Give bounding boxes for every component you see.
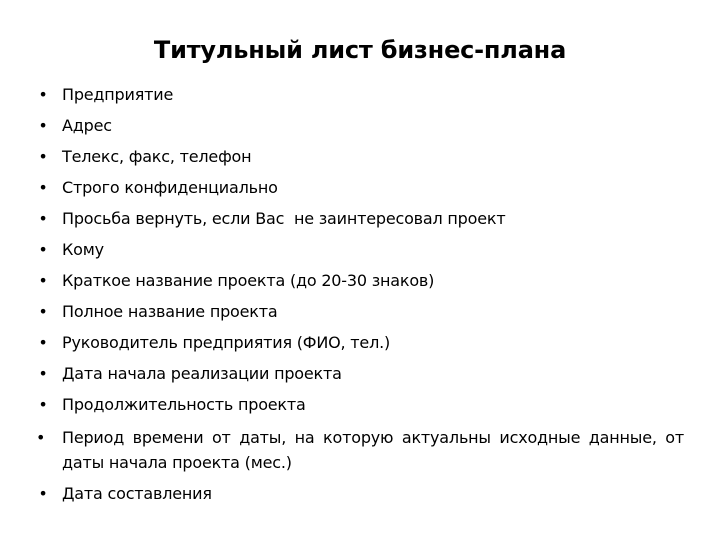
bullet-icon: •: [38, 85, 48, 104]
bullet-icon: •: [38, 302, 48, 321]
bullet-icon: •: [38, 116, 48, 135]
list-item-text: Строго конфиденциально: [62, 178, 278, 197]
bullet-icon: •: [38, 395, 48, 414]
list-item-text: Предприятие: [62, 85, 174, 104]
list-item-text: Просьба вернуть, если Вас не заинтересовал проект: [62, 209, 506, 228]
list-item: [36, 301, 684, 323]
bullet-icon: •: [38, 364, 48, 383]
list-item: [36, 483, 684, 505]
bullet-list: [36, 84, 684, 514]
list-item: [36, 270, 684, 292]
list-item-text: Период времени от даты, на которую актуальны исходные данные, от даты начала проекта (мес.): [62, 428, 684, 472]
list-item: [36, 363, 684, 385]
list-item-text: Дата составления: [62, 484, 212, 503]
list-item-text: Полное название проекта: [62, 302, 278, 321]
list-item: [36, 84, 684, 106]
bullet-icon: •: [38, 333, 48, 352]
list-item-text: Продолжительность проекта: [62, 395, 306, 414]
list-item: [36, 146, 684, 168]
list-item-text: Руководитель предприятия (ФИО, тел.): [62, 333, 391, 352]
bullet-icon: •: [36, 428, 46, 447]
list-item: [36, 115, 684, 137]
bullet-icon: •: [38, 209, 48, 228]
bullet-icon: •: [38, 240, 48, 259]
bullet-icon: •: [38, 147, 48, 166]
list-item-text: Дата начала реализации проекта: [62, 364, 342, 383]
list-item: [36, 394, 684, 416]
list-item: [36, 425, 684, 475]
list-item-text: Кому: [62, 240, 104, 259]
bullet-icon: •: [38, 484, 48, 503]
list-item-text: Адрес: [62, 116, 112, 135]
list-item: [36, 332, 684, 354]
list-item: [36, 208, 684, 230]
list-item-text: Телекс, факс, телефон: [62, 147, 252, 166]
list-item: [36, 177, 684, 199]
list-item: [36, 239, 684, 261]
list-item-text: Краткое название проекта (до 20-30 знаков): [62, 271, 435, 290]
bullet-icon: •: [38, 271, 48, 290]
bullet-icon: •: [38, 178, 48, 197]
slide-title: Титульный лист бизнес-плана: [153, 36, 567, 64]
